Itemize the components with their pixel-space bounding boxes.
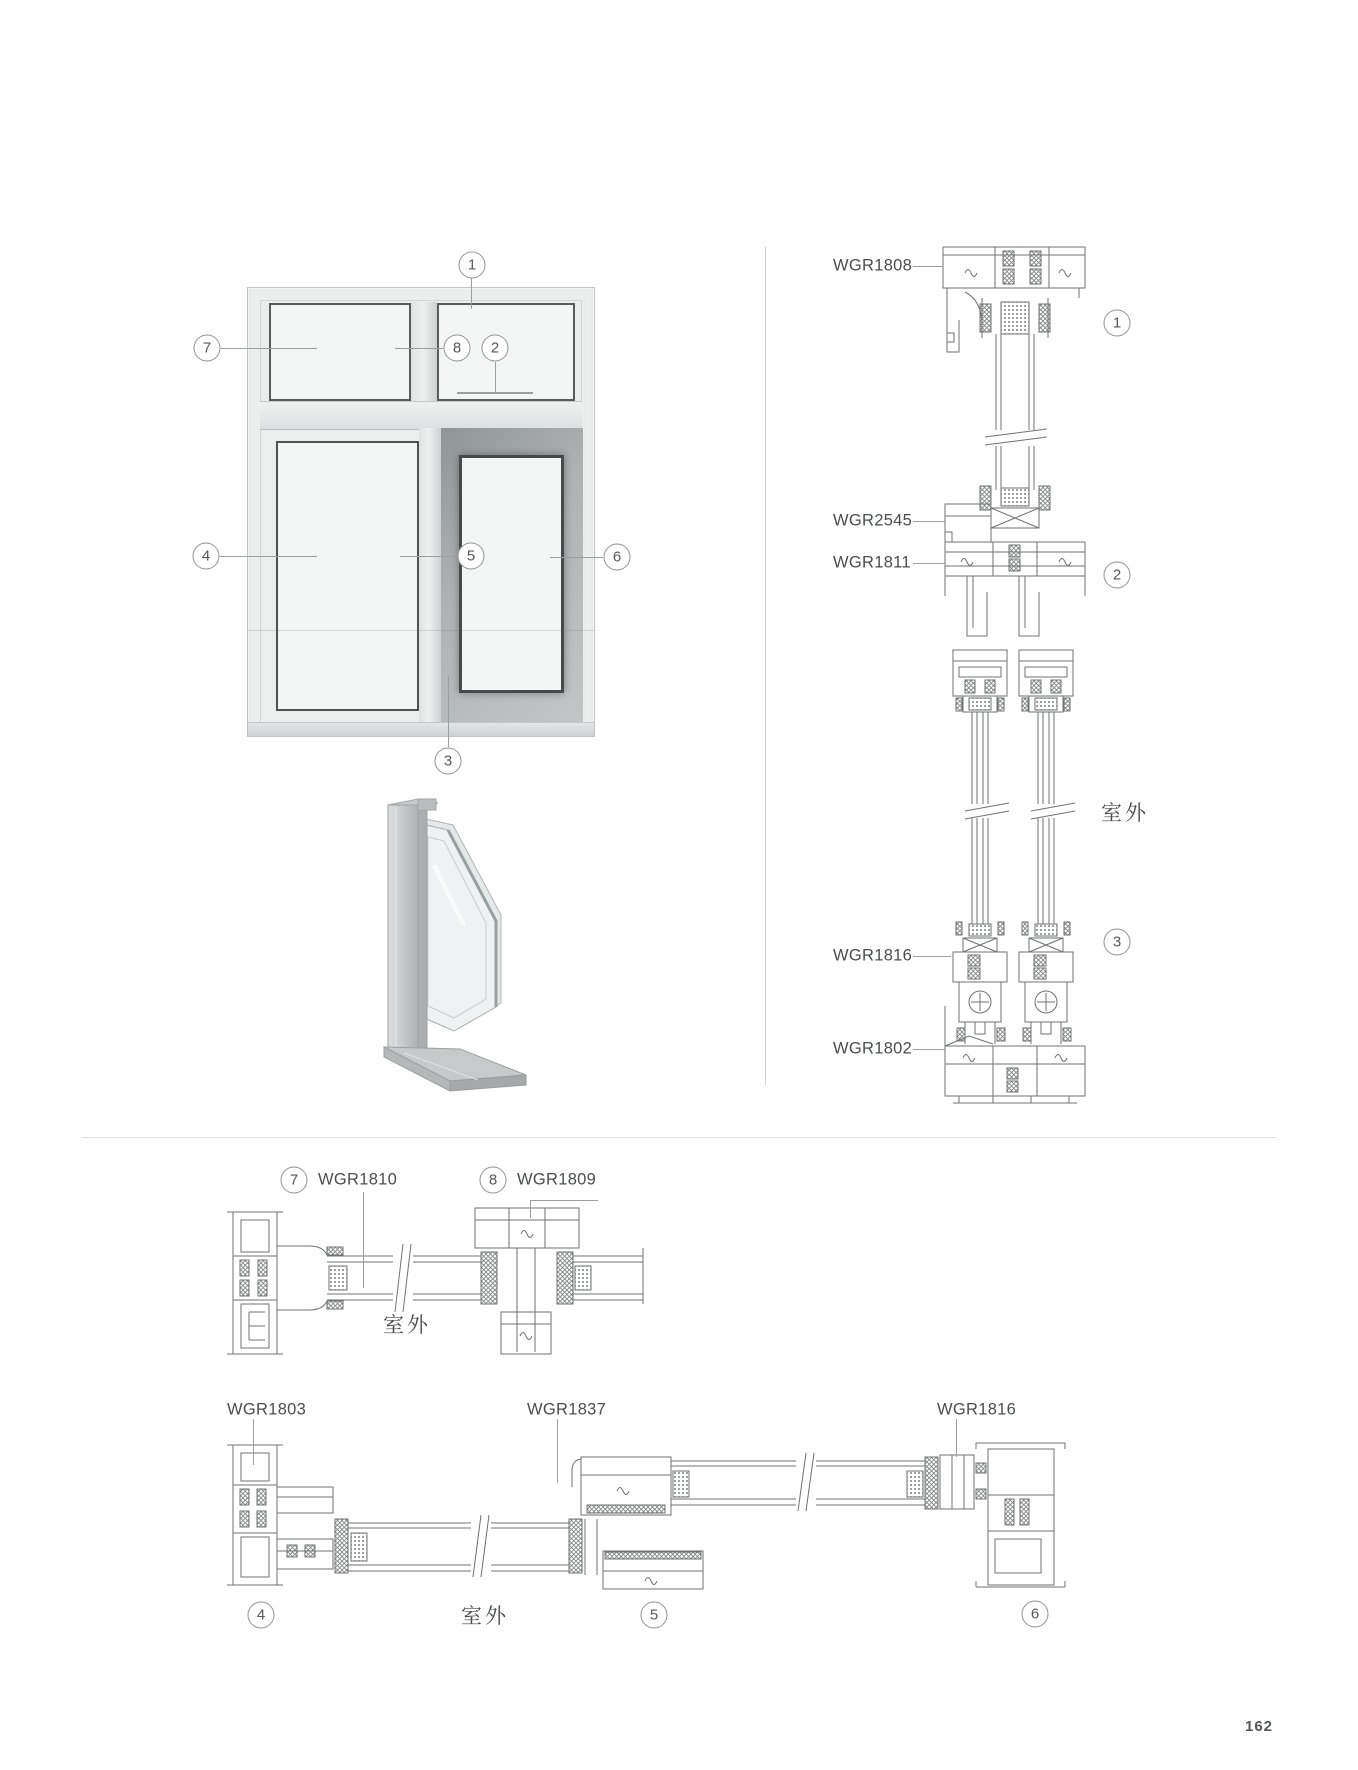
part-label-wgr1808: WGR1808 (833, 256, 913, 275)
leader-callout-8 (395, 348, 443, 349)
part-label-wgr1811: WGR1811 (833, 553, 911, 572)
leader-wgr1803 (253, 1419, 254, 1465)
hsec-top-mullion (475, 1208, 579, 1354)
leader-wgr1816-vertical (913, 956, 951, 957)
callout-1: 1 (459, 252, 486, 279)
hsec-top-right-glazing (573, 1248, 643, 1304)
elevation-transom-bar (260, 401, 582, 430)
section-callout-3: 3 (1104, 929, 1131, 956)
callout-3: 3 (435, 748, 462, 775)
hsec-bottom-right-jamb (976, 1443, 1065, 1587)
part-label-wgr1802: WGR1802 (833, 1039, 913, 1058)
part-label-wgr2545: WGR2545 (833, 511, 913, 530)
callout-6: 6 (604, 544, 631, 571)
section-transom-assembly (945, 504, 1085, 636)
callout-6-section: 6 (1022, 1601, 1049, 1628)
part-label-wgr1809: WGR1809 (517, 1170, 597, 1189)
leader-wgr1810 (363, 1192, 364, 1288)
horizontal-section-bottom-drawing (225, 1435, 1065, 1595)
part-label-wgr1816-bottom: WGR1816 (937, 1400, 1017, 1419)
callout-4-section: 4 (248, 1602, 275, 1629)
leader-callout-2 (495, 362, 496, 394)
leader-wgr1809-h (530, 1200, 598, 1201)
elevation-bottom-right-pane (459, 455, 564, 693)
elevation-photo-seam (248, 630, 594, 631)
leader-callout-4 (220, 556, 317, 557)
callout-8: 8 (444, 335, 471, 362)
hsec-bottom-fixed-glazing (335, 1515, 597, 1577)
section-sill-frame (945, 1006, 1085, 1103)
section-callout-2: 2 (1104, 562, 1131, 589)
leader-wgr1802 (913, 1049, 945, 1050)
leader-wgr1809-v (530, 1200, 531, 1218)
section-head-frame (943, 247, 1085, 352)
part-label-wgr1816-vertical: WGR1816 (833, 946, 913, 965)
callout-7: 7 (194, 335, 221, 362)
leader-callout-5 (400, 556, 457, 557)
leader-wgr1837 (557, 1419, 558, 1483)
hsec-bottom-left-jamb (227, 1445, 333, 1585)
leader-wgr1816-bottom (956, 1419, 957, 1457)
glass-pane-3d (422, 819, 501, 1031)
leader-callout-1 (471, 278, 472, 309)
callout-8-section: 8 (480, 1167, 507, 1194)
part-label-wgr1803: WGR1803 (227, 1400, 307, 1419)
callout-2: 2 (482, 335, 509, 362)
page-number: 162 (1245, 1718, 1274, 1735)
elevation-top-left-pane (269, 303, 411, 401)
leader-wgr2545 (913, 521, 945, 522)
leader-callout-3 (448, 676, 449, 747)
horizontal-section-top-drawing (225, 1200, 655, 1365)
elevation-center-mullion (419, 428, 441, 725)
leader-callout-6 (550, 557, 603, 558)
section-upper-glazing (980, 298, 1050, 510)
hsec-top-left-jamb (227, 1212, 327, 1354)
section-sash-left (953, 650, 1009, 1044)
window-elevation-diagram (247, 287, 595, 737)
vertical-section-drawing (935, 240, 1095, 1120)
outdoor-label-top-section: 室外 (383, 1314, 431, 1337)
sill-profile-3d (384, 1047, 526, 1091)
callout-5: 5 (458, 543, 485, 570)
callout-7-section: 7 (281, 1167, 308, 1194)
leader-wgr1808 (913, 266, 943, 267)
hsec-top-glazing (327, 1244, 481, 1312)
elevation-fixed-pocket (441, 428, 583, 725)
outdoor-label-bottom-section: 室外 (461, 1605, 509, 1628)
outdoor-label-vertical: 室外 (1101, 802, 1149, 825)
leader-callout-7 (221, 348, 317, 349)
elevation-bottom-left-pane (276, 441, 419, 711)
section-sash-right (1019, 650, 1075, 1044)
profile-3d-render (360, 795, 540, 1085)
column-divider (765, 247, 766, 1085)
part-label-wgr1837: WGR1837 (527, 1400, 607, 1419)
callout-5-section: 5 (641, 1602, 668, 1629)
section-divider-rule (82, 1137, 1276, 1138)
leader-wgr1811 (913, 563, 945, 564)
part-label-wgr1810: WGR1810 (318, 1170, 398, 1189)
elevation-top-mullion (411, 302, 437, 402)
section-callout-1: 1 (1104, 310, 1131, 337)
elevation-sill (248, 722, 594, 736)
callout-4: 4 (193, 543, 220, 570)
hsec-bottom-sliding-glazing (671, 1453, 986, 1511)
